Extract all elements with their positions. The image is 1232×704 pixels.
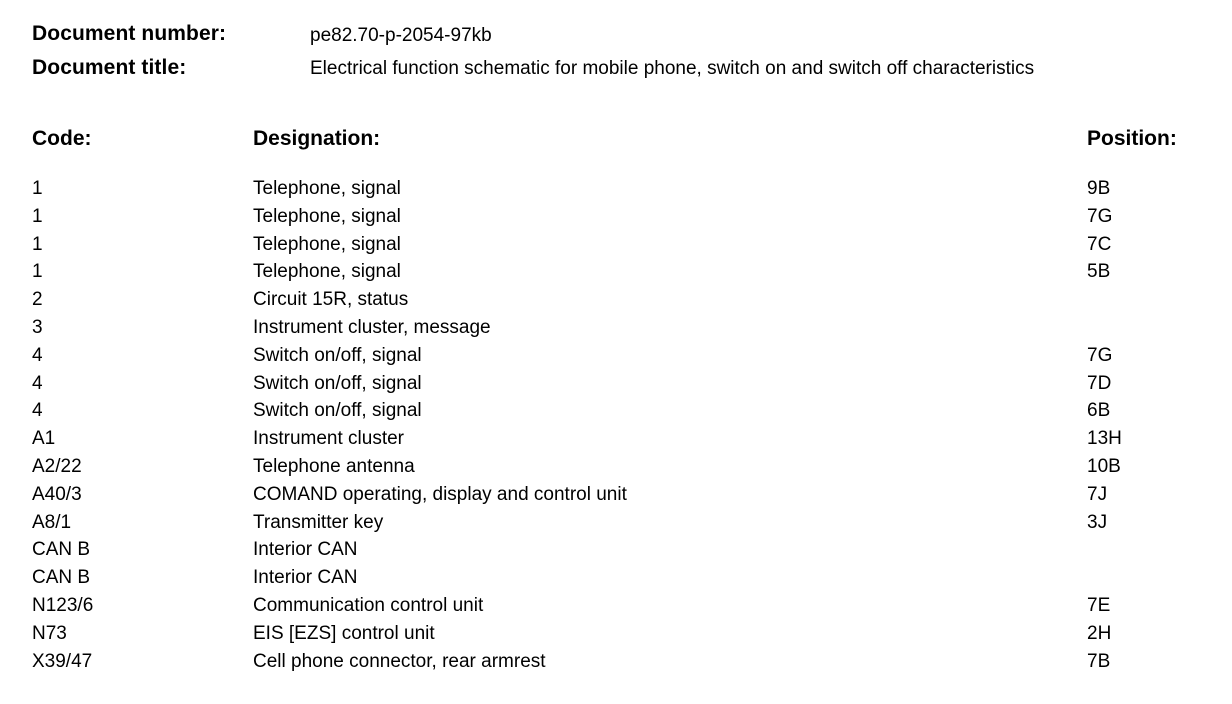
document-number-value: pe82.70-p-2054-97kb	[310, 25, 492, 46]
table-row	[0, 232, 1232, 260]
code-cell: 4	[32, 372, 43, 394]
table-row	[0, 176, 1232, 204]
document-number-label: Document number:	[32, 22, 227, 45]
table-row	[0, 454, 1232, 482]
column-header-position: Position:	[1087, 127, 1177, 150]
position-cell: 7C	[1087, 233, 1112, 255]
position-cell: 7B	[1087, 650, 1111, 672]
designation-cell: Interior CAN	[253, 567, 358, 589]
code-cell: 4	[32, 400, 43, 422]
designation-cell: Circuit 15R, status	[253, 289, 409, 311]
designation-cell: Instrument cluster, message	[253, 316, 491, 338]
table-row	[0, 315, 1232, 343]
designation-cell: EIS [EZS] control unit	[253, 622, 435, 644]
table-row	[0, 287, 1232, 315]
designation-cell: Telephone, signal	[253, 233, 401, 255]
table-row	[0, 565, 1232, 593]
table-row	[0, 259, 1232, 287]
designation-cell: Telephone, signal	[253, 178, 401, 199]
column-header-designation: Designation:	[253, 127, 381, 150]
column-header-code: Code:	[32, 127, 92, 150]
table-row	[0, 593, 1232, 621]
table-row	[0, 621, 1232, 649]
position-cell: 10B	[1087, 455, 1121, 477]
document-title-value: Electrical function schematic for mobile phone, switch on and switch off characteristics	[310, 58, 1035, 79]
designation-cell: Switch on/off, signal	[253, 400, 422, 422]
position-cell: 2H	[1087, 622, 1112, 644]
code-cell: N73	[32, 622, 67, 644]
table-row	[0, 482, 1232, 510]
document-title-label: Document title:	[32, 56, 187, 79]
code-cell: A8/1	[32, 511, 72, 533]
designation-cell: Communication control unit	[253, 594, 484, 616]
designation-cell: Instrument cluster	[253, 428, 404, 450]
position-cell: 3J	[1087, 511, 1108, 533]
code-cell: 2	[32, 289, 43, 311]
position-cell: 7E	[1087, 594, 1111, 616]
table-row	[0, 537, 1232, 565]
position-cell: 7J	[1087, 483, 1108, 505]
designation-cell: Telephone antenna	[253, 455, 415, 477]
code-cell: 3	[32, 316, 43, 338]
designation-cell: Switch on/off, signal	[253, 372, 422, 394]
code-cell: 1	[32, 261, 43, 283]
designation-cell: Telephone, signal	[253, 205, 401, 227]
designation-cell: Transmitter key	[253, 511, 384, 533]
position-cell: 9B	[1087, 178, 1111, 199]
table-row	[0, 510, 1232, 538]
code-cell: A1	[32, 428, 56, 450]
code-cell: 4	[32, 344, 43, 366]
table-row	[0, 649, 1232, 677]
position-cell: 7D	[1087, 372, 1112, 394]
designation-cell: Telephone, signal	[253, 261, 401, 283]
code-cell: X39/47	[32, 650, 93, 672]
code-cell: 1	[32, 178, 43, 199]
code-cell: CAN B	[32, 539, 91, 561]
position-cell: 7G	[1087, 205, 1113, 227]
code-cell: N123/6	[32, 594, 94, 616]
designation-cell: Switch on/off, signal	[253, 344, 422, 366]
position-cell: 13H	[1087, 428, 1122, 450]
designation-cell: Cell phone connector, rear armrest	[253, 650, 546, 672]
component-list	[0, 176, 1232, 676]
code-cell: CAN B	[32, 567, 91, 589]
code-cell: A40/3	[32, 483, 82, 505]
table-row	[0, 371, 1232, 399]
code-cell: 1	[32, 205, 43, 227]
position-cell: 7G	[1087, 344, 1113, 366]
table-row	[0, 398, 1232, 426]
table-row	[0, 343, 1232, 371]
code-cell: 1	[32, 233, 43, 255]
designation-cell: COMAND operating, display and control unit	[253, 483, 627, 505]
position-cell: 5B	[1087, 261, 1111, 283]
position-cell: 6B	[1087, 400, 1111, 422]
designation-cell: Interior CAN	[253, 539, 358, 561]
table-row	[0, 204, 1232, 232]
table-row	[0, 426, 1232, 454]
code-cell: A2/22	[32, 455, 82, 477]
